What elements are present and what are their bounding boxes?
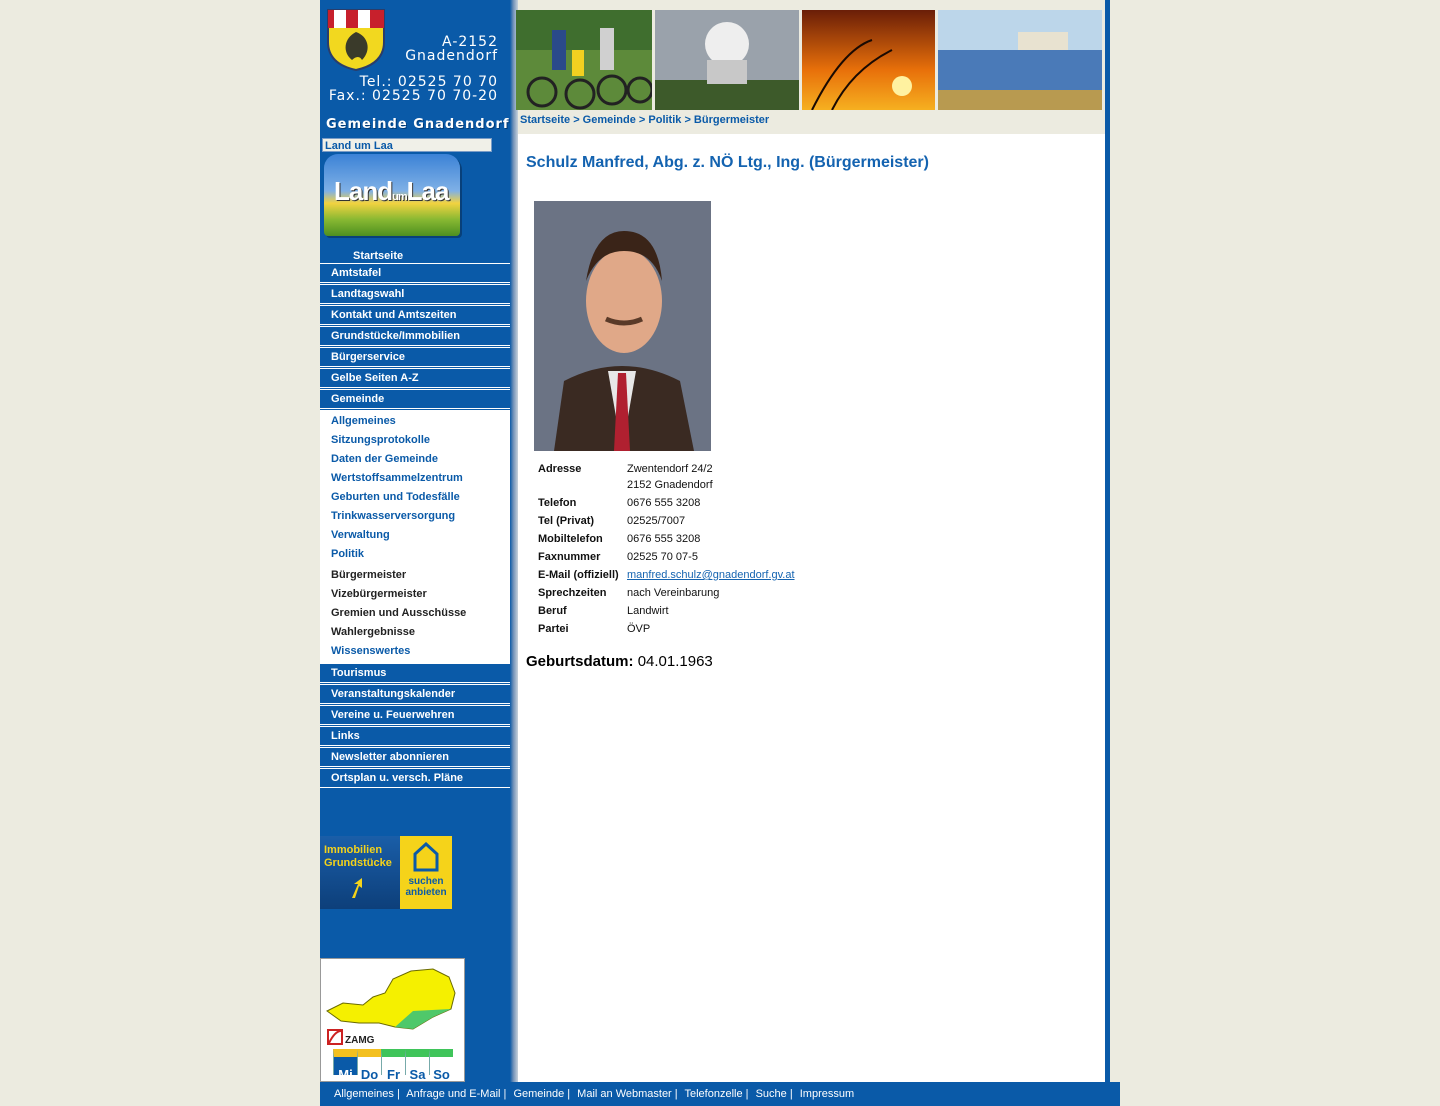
footer xyxy=(320,1082,1120,1106)
nav-veranstaltungskalender[interactable]: Veranstaltungskalender xyxy=(320,684,510,704)
address-line2: 2152 Gnadendorf xyxy=(627,479,713,491)
nav-gelbe-seiten[interactable]: Gelbe Seiten A-Z xyxy=(320,368,510,388)
table-row xyxy=(534,494,799,512)
table-row xyxy=(534,548,799,566)
arrow-icon xyxy=(348,876,368,900)
table-row xyxy=(534,460,799,494)
austria-map-icon xyxy=(323,963,463,1035)
footer-link-webmaster[interactable]: Mail an Webmaster | xyxy=(577,1088,678,1100)
row-label: Sprechzeiten xyxy=(538,587,607,599)
table-row xyxy=(534,530,799,548)
weather-days xyxy=(333,1049,453,1082)
page xyxy=(320,0,1110,1082)
banner-sunset-image xyxy=(802,10,935,110)
immo-line1: Immobilien xyxy=(324,844,383,856)
subnav-trinkwasser[interactable]: Trinkwasserversorgung xyxy=(331,510,456,522)
row-label: Beruf xyxy=(538,605,567,617)
subnav-buergermeister[interactable]: Bürgermeister xyxy=(331,569,407,581)
footer-link-allgemeines[interactable]: Allgemeines | xyxy=(334,1088,400,1100)
footer-link-impressum[interactable]: Impressum xyxy=(799,1088,855,1100)
row-value xyxy=(623,460,799,494)
gemeinde-title: Gemeinde Gnadendorf xyxy=(326,117,510,132)
main-nav xyxy=(320,263,510,789)
subnav-sitzungsprotokolle[interactable]: Sitzungsprotokolle xyxy=(331,434,430,446)
phone-number: Tel.: 02525 70 70 xyxy=(359,74,498,90)
email-link[interactable]: manfred.schulz@gnadendorf.gv.at xyxy=(627,569,795,581)
nav-gemeinde[interactable]: Gemeinde xyxy=(320,389,510,409)
table-row xyxy=(534,512,799,530)
row-value: 0676 555 3208 xyxy=(627,497,701,509)
row-value: 02525 70 07-5 xyxy=(627,551,698,563)
banner-radar-dome-image xyxy=(655,10,799,110)
row-label: Mobiltelefon xyxy=(538,533,603,545)
row-label: Partei xyxy=(538,623,569,635)
right-border xyxy=(1105,0,1110,1082)
breadcrumb[interactable]: Startseite > Gemeinde > Politik > Bürgermeister xyxy=(520,114,770,126)
birthdate-label: Geburtsdatum: xyxy=(526,653,634,670)
weather-day-do[interactable]: Do xyxy=(357,1049,381,1075)
subnav-allgemeines[interactable]: Allgemeines xyxy=(331,415,396,427)
weather-day-fr[interactable]: Fr xyxy=(381,1049,405,1075)
nav-landtagswahl[interactable]: Landtagswahl xyxy=(320,284,510,304)
logo-laa: Laa xyxy=(406,176,449,206)
contact-table xyxy=(534,460,799,638)
subnav-verwaltung[interactable]: Verwaltung xyxy=(331,529,390,541)
land-um-laa-logo[interactable] xyxy=(324,154,460,236)
gemeinde-submenu xyxy=(320,410,510,663)
row-label: E-Mail (offiziell) xyxy=(538,569,619,581)
table-row xyxy=(534,602,799,620)
nav-newsletter[interactable]: Newsletter abonnieren xyxy=(320,747,510,767)
immo-anbieten: anbieten xyxy=(405,887,447,898)
coat-of-arms-icon xyxy=(326,8,386,72)
header-box xyxy=(320,0,510,110)
nav-tourismus[interactable]: Tourismus xyxy=(320,663,510,683)
town-name: Gnadendorf xyxy=(405,48,498,64)
mayor-portrait-image xyxy=(534,201,711,451)
birthdate xyxy=(526,653,713,670)
zamg-logo-icon xyxy=(327,1029,343,1045)
row-value xyxy=(623,566,799,584)
sidebar-shadow xyxy=(510,0,518,1082)
immobilien-banner-right xyxy=(400,836,452,909)
zamg-label: ZAMG xyxy=(345,1035,375,1046)
row-value: 0676 555 3208 xyxy=(627,533,701,545)
row-value: nach Vereinbarung xyxy=(627,587,720,599)
sidebar xyxy=(320,0,510,1082)
subnav-vizebuergermeister[interactable]: Vizebürgermeister xyxy=(331,588,427,600)
nav-buergerservice[interactable]: Bürgerservice xyxy=(320,347,510,367)
address-line1: Zwentendorf 24/2 xyxy=(627,463,713,475)
immobilien-banner-left xyxy=(320,836,400,909)
postal-code: A-2152 xyxy=(442,34,498,50)
logo-um: um xyxy=(392,191,407,203)
row-value: ÖVP xyxy=(627,623,651,635)
birthdate-value: 04.01.1963 xyxy=(637,653,713,670)
row-label: Telefon xyxy=(538,497,577,509)
weather-day-so[interactable]: So xyxy=(429,1049,453,1075)
nav-amtstafel[interactable]: Amtstafel xyxy=(320,263,510,283)
subnav-gremien[interactable]: Gremien und Ausschüsse xyxy=(331,607,467,619)
row-value: Landwirt xyxy=(627,605,669,617)
nav-ortsplan[interactable]: Ortsplan u. versch. Pläne xyxy=(320,768,510,788)
subnav-geburten[interactable]: Geburten und Todesfälle xyxy=(331,491,460,503)
subnav-wissenswertes[interactable]: Wissenswertes xyxy=(331,645,411,657)
nav-startseite[interactable]: Startseite xyxy=(353,250,404,262)
table-row xyxy=(534,620,799,638)
subnav-wertstoff[interactable]: Wertstoffsammelzentrum xyxy=(331,472,463,484)
row-label: Adresse xyxy=(538,463,582,475)
region-select[interactable]: Land um Laa xyxy=(322,138,492,152)
subnav-daten[interactable]: Daten der Gemeinde xyxy=(331,453,438,465)
fax-number: Fax.: 02525 70 70-20 xyxy=(328,88,498,104)
weather-widget[interactable] xyxy=(320,958,465,1082)
logo-land: Land xyxy=(334,176,393,206)
table-row xyxy=(534,584,799,602)
weather-day-sa[interactable]: Sa xyxy=(405,1049,429,1075)
subnav-wahlergebnisse[interactable]: Wahlergebnisse xyxy=(331,626,415,638)
banner-lake-image xyxy=(938,10,1102,110)
house-icon xyxy=(413,842,439,872)
immo-line2: Grundstücke xyxy=(324,857,392,869)
nav-links[interactable]: Links xyxy=(320,726,510,746)
nav-kontakt[interactable]: Kontakt und Amtszeiten xyxy=(320,305,510,325)
table-row xyxy=(534,566,799,584)
footer-links xyxy=(334,1084,858,1104)
nav-grundstuecke[interactable]: Grundstücke/Immobilien xyxy=(320,326,510,346)
weather-day-mi[interactable]: Mi xyxy=(333,1049,357,1075)
footer-link-suche[interactable]: Suche | xyxy=(755,1088,793,1100)
immobilien-banner[interactable] xyxy=(320,836,452,909)
subnav-politik[interactable]: Politik xyxy=(331,548,365,560)
page-title: Schulz Manfred, Abg. z. NÖ Ltg., Ing. (Bürgermeister) xyxy=(526,154,929,171)
banner-cyclists-image xyxy=(516,10,652,110)
footer-link-anfrage[interactable]: Anfrage und E-Mail | xyxy=(406,1088,507,1100)
footer-link-telefonzelle[interactable]: Telefonzelle | xyxy=(684,1088,749,1100)
footer-link-gemeinde[interactable]: Gemeinde | xyxy=(513,1088,571,1100)
row-label: Faxnummer xyxy=(538,551,601,563)
row-label: Tel (Privat) xyxy=(538,515,595,527)
nav-vereine[interactable]: Vereine u. Feuerwehren xyxy=(320,705,510,725)
row-value: 02525/7007 xyxy=(627,515,686,527)
immo-suchen: suchen xyxy=(408,876,444,887)
